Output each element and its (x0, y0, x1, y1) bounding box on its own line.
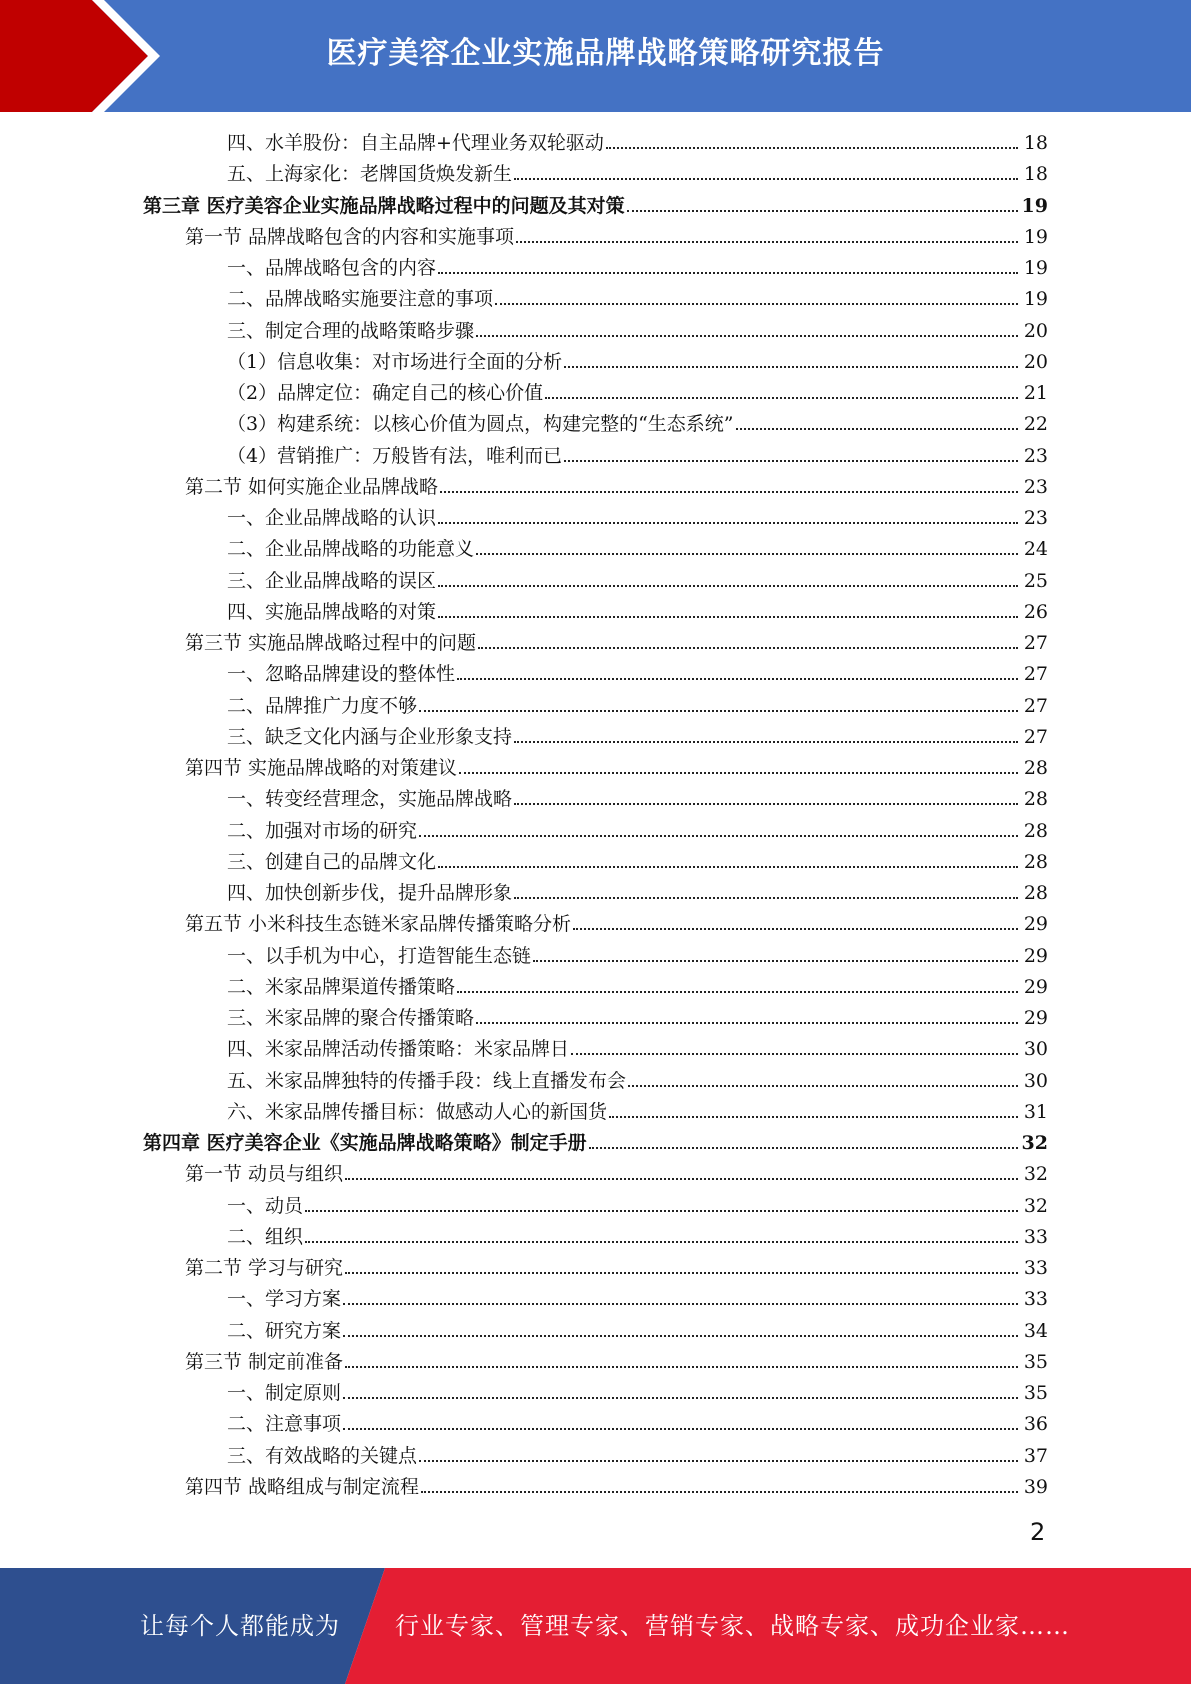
toc-entry-page: 19 (1023, 225, 1048, 248)
toc-entry[interactable] (0, 1347, 1191, 1378)
toc-leader-dots (628, 1085, 1018, 1087)
toc-entry[interactable] (0, 1472, 1191, 1503)
toc-leader-dots (514, 897, 1018, 899)
toc-leader-dots (343, 1303, 1018, 1305)
toc-entry-page: 30 (1023, 1069, 1048, 1092)
toc-leader-dots (589, 1147, 1018, 1149)
toc-entry[interactable] (0, 878, 1191, 909)
toc-entry[interactable] (0, 659, 1191, 690)
toc-entry-page: 18 (1023, 132, 1048, 154)
toc-entry[interactable] (0, 253, 1191, 284)
toc-entry[interactable] (0, 1284, 1191, 1315)
toc-entry-page: 30 (1023, 1038, 1048, 1061)
toc-entry[interactable] (0, 1003, 1191, 1034)
toc-entry[interactable] (0, 441, 1191, 472)
toc-entry-title: 四、米家品牌活动传播策略：米家品牌日 (227, 1038, 570, 1061)
toc-entry-page: 35 (1023, 1382, 1048, 1404)
toc-leader-dots (438, 866, 1018, 868)
toc-entry-page: 29 (1023, 913, 1048, 936)
toc-entry-title: 五、上海家化：老牌国货焕发新生 (227, 163, 513, 186)
toc-leader-dots (564, 366, 1018, 368)
toc-entry-title: 五、米家品牌独特的传播手段：线上直播发布会 (227, 1069, 627, 1092)
toc-entry[interactable] (0, 284, 1191, 315)
toc-entry-page: 32 (1023, 1163, 1048, 1186)
toc-entry[interactable] (0, 909, 1191, 940)
toc-entry[interactable] (0, 847, 1191, 878)
toc-entry[interactable] (0, 691, 1191, 722)
toc-leader-dots (345, 1272, 1018, 1274)
toc-entry[interactable] (0, 1128, 1191, 1159)
document-title: 医疗美容企业实施品牌战略策略研究报告 (326, 36, 885, 71)
toc-leader-dots (305, 1210, 1018, 1212)
toc-leader-dots (476, 1022, 1018, 1024)
toc-entry-page: 35 (1023, 1350, 1048, 1373)
toc-leader-dots (514, 803, 1018, 805)
toc-entry-title: 一、忽略品牌建设的整体性 (227, 663, 456, 686)
toc-entry-title: 第五节 小米科技生态链米家品牌传播策略分析 (185, 913, 572, 936)
toc-leader-dots (514, 741, 1018, 743)
toc-entry-title: 二、研究方案 (227, 1319, 342, 1342)
toc-entry-page: 27 (1023, 663, 1048, 686)
toc-leader-dots (606, 147, 1018, 149)
toc-entry[interactable] (0, 503, 1191, 534)
toc-entry-title: 第三章 医疗美容企业实施品牌战略过程中的问题及其对策 (143, 194, 625, 217)
toc-entry-title: （1）信息收集：对市场进行全面的分析 (227, 350, 563, 373)
toc-entry[interactable] (0, 566, 1191, 597)
toc-entry-title: 一、企业品牌战略的认识 (227, 507, 437, 529)
toc-entry-page: 23 (1023, 507, 1048, 529)
toc-leader-dots (419, 1460, 1018, 1462)
toc-leader-dots (564, 460, 1018, 462)
toc-entry-page: 19 (1021, 194, 1048, 217)
toc-leader-dots (627, 210, 1018, 212)
toc-entry[interactable] (0, 409, 1191, 440)
toc-entry[interactable] (0, 628, 1191, 659)
toc-entry[interactable] (0, 1066, 1191, 1097)
toc-entry[interactable] (0, 159, 1191, 190)
toc-entry[interactable] (0, 347, 1191, 378)
toc-entry-page: 29 (1023, 1007, 1048, 1029)
toc-entry-title: 一、制定原则 (227, 1382, 342, 1404)
toc-entry-title: 第四节 实施品牌战略的对策建议 (185, 757, 458, 779)
toc-entry-page: 23 (1023, 475, 1048, 498)
toc-entry-page: 20 (1023, 319, 1048, 342)
toc-leader-dots (345, 1366, 1018, 1368)
toc-entry-page: 33 (1023, 1225, 1048, 1248)
toc-entry-title: 一、动员 (227, 1194, 304, 1217)
toc-leader-dots (345, 1178, 1018, 1180)
toc-entry-title: （3）构建系统：以核心价值为圆点，构建完整的“生态系统” (227, 413, 734, 436)
toc-entry-page: 28 (1023, 882, 1048, 904)
toc-entry[interactable] (0, 1159, 1191, 1190)
toc-entry-page: 27 (1023, 725, 1048, 748)
toc-leader-dots (438, 616, 1018, 618)
toc-entry[interactable] (0, 378, 1191, 409)
toc-entry-title: 第二节 学习与研究 (185, 1257, 344, 1279)
toc-entry-page: 18 (1023, 163, 1048, 186)
toc-entry-title: 三、创建自己的品牌文化 (227, 850, 437, 873)
toc-entry-title: 二、加强对市场的研究 (227, 819, 418, 842)
toc-entry[interactable] (0, 191, 1191, 222)
toc-entry-page: 24 (1023, 538, 1048, 561)
toc-entry-page: 27 (1023, 632, 1048, 654)
toc-entry-page: 27 (1023, 694, 1048, 717)
toc-entry-title: 四、水羊股份：自主品牌+代理业务双轮驱动 (227, 132, 604, 154)
toc-entry-title: 二、企业品牌战略的功能意义 (227, 538, 475, 561)
toc-entry[interactable] (0, 1191, 1191, 1222)
toc-entry[interactable] (0, 472, 1191, 503)
toc-entry-page: 33 (1023, 1257, 1048, 1279)
toc-leader-dots (609, 1116, 1018, 1118)
toc-entry[interactable] (0, 1097, 1191, 1128)
toc-entry-page: 29 (1023, 975, 1048, 998)
page-number: 2 (1030, 1518, 1046, 1546)
toc-leader-dots (457, 991, 1018, 993)
toc-entry-title: 一、品牌战略包含的内容 (227, 257, 437, 279)
toc-leader-dots (419, 710, 1018, 712)
toc-entry-page: 32 (1021, 1132, 1048, 1154)
toc-leader-dots (421, 1491, 1018, 1493)
toc-leader-dots (343, 1428, 1018, 1430)
toc-entry-page: 19 (1023, 288, 1048, 311)
toc-entry-page: 23 (1023, 444, 1048, 467)
toc-entry-page: 28 (1023, 788, 1048, 811)
toc-entry-title: 三、米家品牌的聚合传播策略 (227, 1007, 475, 1029)
toc-entry-title: 三、缺乏文化内涵与企业形象支持 (227, 725, 513, 748)
toc-entry-title: 二、米家品牌渠道传播策略 (227, 975, 456, 998)
toc-entry[interactable] (0, 722, 1191, 753)
toc-entry[interactable] (0, 1034, 1191, 1065)
toc-entry[interactable] (0, 316, 1191, 347)
toc-entry-title: 第二节 如何实施企业品牌战略 (185, 475, 439, 498)
toc-leader-dots (495, 303, 1018, 305)
toc-leader-dots (478, 647, 1018, 649)
toc-leader-dots (545, 397, 1018, 399)
toc-leader-dots (476, 553, 1018, 555)
footer-slogan-left: 让每个人都能成为 (140, 1612, 340, 1640)
toc-entry[interactable] (0, 784, 1191, 815)
toc-entry[interactable] (0, 534, 1191, 565)
toc-entry-title: 六、米家品牌传播目标：做感动人心的新国货 (227, 1100, 608, 1123)
toc-entry-page: 28 (1023, 850, 1048, 873)
toc-entry-title: 第四章 医疗美容企业《实施品牌战略策略》制定手册 (143, 1132, 587, 1154)
toc-entry-title: 四、实施品牌战略的对策 (227, 600, 437, 623)
toc-entry[interactable] (0, 972, 1191, 1003)
toc-leader-dots (459, 772, 1018, 774)
toc-entry-title: 二、品牌战略实施要注意的事项 (227, 288, 494, 311)
toc-entry-title: 一、转变经营理念，实施品牌战略 (227, 788, 513, 811)
toc-entry[interactable] (0, 1253, 1191, 1284)
toc-entry-title: 三、有效战略的关键点 (227, 1444, 418, 1467)
toc-entry-title: 第一节 动员与组织 (185, 1163, 344, 1186)
toc-leader-dots (516, 241, 1018, 243)
toc-entry-title: 第一节 品牌战略包含的内容和实施事项 (185, 225, 515, 248)
toc-leader-dots (476, 335, 1018, 337)
toc-entry[interactable] (0, 1316, 1191, 1347)
toc-leader-dots (438, 272, 1018, 274)
toc-leader-dots (573, 928, 1018, 930)
toc-entry[interactable] (0, 753, 1191, 784)
page-footer (0, 1568, 1191, 1684)
toc-entry-page: 31 (1023, 1100, 1048, 1123)
toc-leader-dots (736, 428, 1018, 430)
toc-entry-page: 37 (1023, 1444, 1048, 1467)
toc-entry-page: 22 (1023, 413, 1048, 436)
toc-entry-page: 32 (1023, 1194, 1048, 1217)
toc-entry[interactable] (0, 597, 1191, 628)
toc-entry-page: 28 (1023, 819, 1048, 842)
toc-entry-title: 四、加快创新步伐，提升品牌形象 (227, 882, 513, 904)
toc-entry-page: 19 (1023, 257, 1048, 279)
toc-entry-title: 二、注意事项 (227, 1413, 342, 1436)
toc-entry-title: 一、以手机为中心，打造智能生态链 (227, 944, 532, 967)
toc-entry-title: （4）营销推广：万般皆有法，唯利而已 (227, 444, 563, 467)
toc-entry-title: 第三节 实施品牌战略过程中的问题 (185, 632, 477, 654)
toc-entry-page: 20 (1023, 350, 1048, 373)
toc-entry-page: 33 (1023, 1288, 1048, 1311)
toc-leader-dots (438, 522, 1018, 524)
toc-entry[interactable] (0, 941, 1191, 972)
toc-entry[interactable] (0, 816, 1191, 847)
toc-entry-page: 39 (1023, 1475, 1048, 1498)
toc-entry-title: 第四节 战略组成与制定流程 (185, 1475, 420, 1498)
toc-leader-dots (440, 491, 1018, 493)
toc-leader-dots (457, 678, 1018, 680)
toc-entry-title: 三、企业品牌战略的误区 (227, 569, 437, 592)
toc-leader-dots (419, 835, 1018, 837)
toc-entry-title: （2）品牌定位：确定自己的核心价值 (227, 382, 544, 404)
toc-entry-title: 第三节 制定前准备 (185, 1350, 344, 1373)
toc-leader-dots (343, 1397, 1018, 1399)
toc-leader-dots (571, 1053, 1018, 1055)
toc-entry[interactable] (0, 1409, 1191, 1440)
table-of-contents (0, 128, 1191, 1503)
toc-entry-title: 二、品牌推广力度不够 (227, 694, 418, 717)
toc-entry[interactable] (0, 1222, 1191, 1253)
toc-entry-page: 34 (1023, 1319, 1048, 1342)
toc-entry[interactable] (0, 222, 1191, 253)
toc-entry[interactable] (0, 1441, 1191, 1472)
page-header (0, 0, 1191, 112)
toc-entry-title: 一、学习方案 (227, 1288, 342, 1311)
toc-leader-dots (533, 960, 1018, 962)
toc-leader-dots (343, 1335, 1018, 1337)
toc-entry-title: 三、制定合理的战略策略步骤 (227, 319, 475, 342)
toc-entry-page: 36 (1023, 1413, 1048, 1436)
toc-leader-dots (514, 178, 1018, 180)
toc-entry-page: 28 (1023, 757, 1048, 779)
toc-entry-page: 26 (1023, 600, 1048, 623)
toc-leader-dots (438, 585, 1018, 587)
footer-slogan-right: 行业专家、管理专家、营销专家、战略专家、成功企业家…… (395, 1612, 1070, 1640)
toc-entry[interactable] (0, 1378, 1191, 1409)
toc-entry-title: 二、组织 (227, 1225, 304, 1248)
toc-entry[interactable] (0, 128, 1191, 159)
toc-entry-page: 29 (1023, 944, 1048, 967)
toc-leader-dots (305, 1241, 1018, 1243)
toc-entry-page: 21 (1023, 382, 1048, 404)
toc-entry-page: 25 (1023, 569, 1048, 592)
